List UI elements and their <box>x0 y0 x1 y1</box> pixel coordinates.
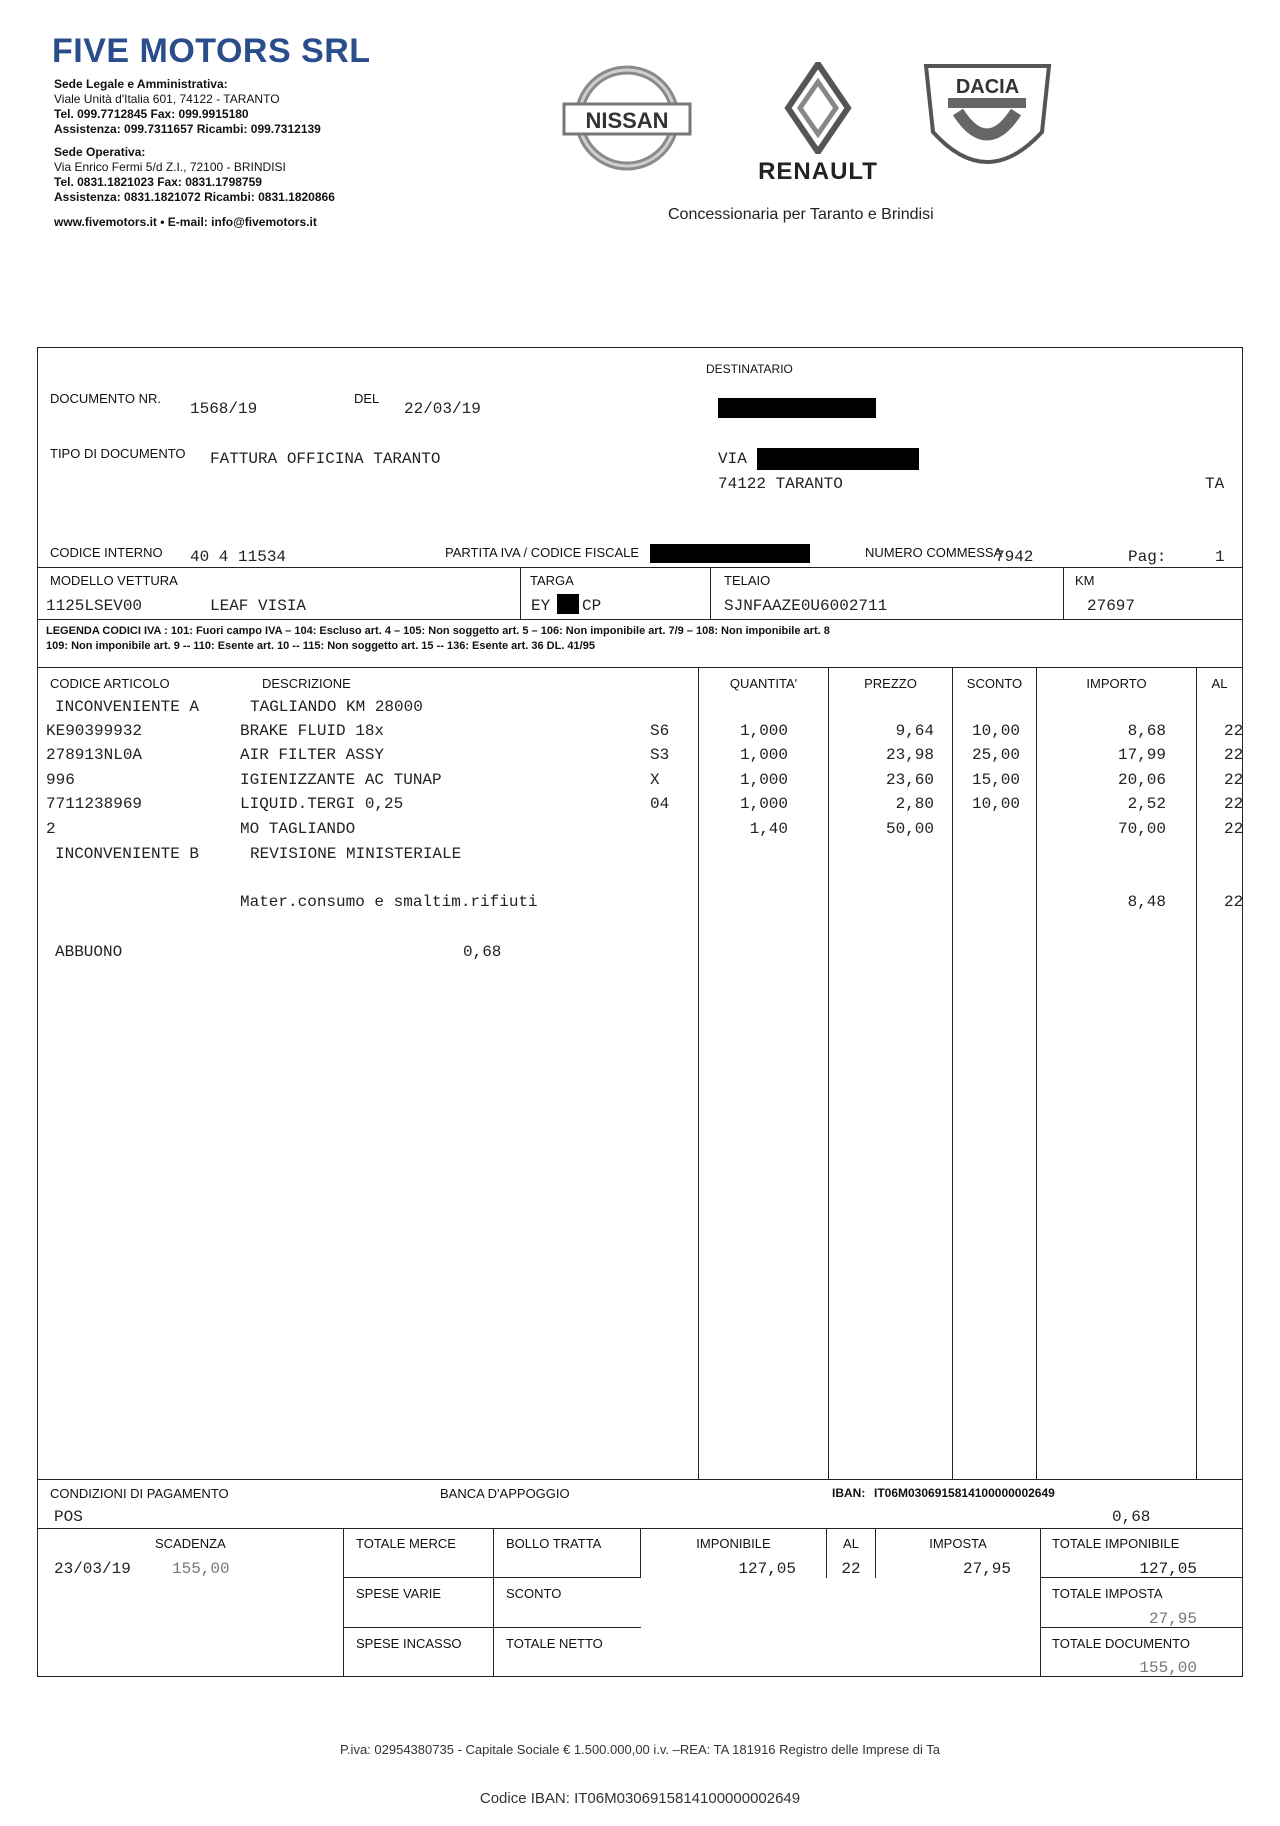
taxable-label: IMPONIBILE <box>696 1536 771 1551</box>
tax-label: IMPOSTA <box>929 1536 987 1551</box>
recipient-city: 74122 TARANTO <box>718 475 843 493</box>
chassis-number: SJNFAAZE0U6002711 <box>724 597 888 615</box>
company-name: FIVE MOTORS SRL <box>52 32 371 70</box>
row-discount: 10,00 <box>971 795 1020 813</box>
order-number-label: NUMERO COMMESSA <box>865 545 1003 560</box>
vat-code-label: PARTITA IVA / CODICE FISCALE <box>445 545 640 560</box>
vehicle-model-name: LEAF VISIA <box>210 597 307 615</box>
row-quantity: 1,000 <box>739 771 788 789</box>
item-rows <box>0 0 1280 900</box>
row-vat-code: 04 <box>650 795 670 813</box>
row-code: INCONVENIENTE A <box>55 698 200 716</box>
divider <box>1040 1528 1041 1677</box>
row-vat-code: S3 <box>650 746 670 764</box>
company-web: www.fivemotors.it • E-mail: info@fivemotors.it <box>54 215 317 229</box>
recipient-province: TA <box>1205 475 1225 493</box>
operative-office-service: Assistenza: 0831.1821072 Ricambi: 0831.1820866 <box>54 190 335 204</box>
divider <box>343 1627 641 1628</box>
bill-stamp-label: BOLLO TRATTA <box>506 1536 602 1551</box>
col-header-description: DESCRIZIONE <box>262 676 351 691</box>
km-label: KM <box>1075 573 1095 588</box>
row-quantity: 1,000 <box>739 722 788 740</box>
taxable-value: 127,05 <box>738 1560 796 1578</box>
divider <box>343 1577 641 1578</box>
internal-code: 40 4 11534 <box>190 548 287 566</box>
row-code: 2 <box>46 820 56 838</box>
total-document-label: TOTALE DOCUMENTO <box>1052 1636 1190 1651</box>
row-code: 278913NL0A <box>46 746 143 764</box>
row-amount: 17,99 <box>1117 746 1166 764</box>
divider <box>493 1528 494 1677</box>
materials-vat-rate: 22 <box>1224 893 1244 911</box>
row-code: INCONVENIENTE B <box>55 845 200 863</box>
row-code: KE90399932 <box>46 722 143 740</box>
legal-office-phone: Tel. 099.7712845 Fax: 099.9915180 <box>54 107 249 121</box>
row-description: LIQUID.TERGI 0,25 <box>240 795 404 813</box>
row-description: AIR FILTER ASSY <box>240 746 385 764</box>
abbuono-label: ABBUONO <box>55 943 123 961</box>
row-discount: 15,00 <box>971 771 1020 789</box>
row-code: 996 <box>46 771 75 789</box>
total-taxable-value: 127,05 <box>1139 1560 1197 1578</box>
row-amount: 2,52 <box>1127 795 1166 813</box>
row-discount: 10,00 <box>971 722 1020 740</box>
col-header-code: CODICE ARTICOLO <box>50 676 170 691</box>
col-header-discount: SCONTO <box>966 676 1023 691</box>
total-tax-label: TOTALE IMPOSTA <box>1052 1586 1163 1601</box>
row-quantity: 1,40 <box>749 820 788 838</box>
km-value: 27697 <box>1087 597 1136 615</box>
document-type-label: TIPO DI DOCUMENTO <box>50 446 186 461</box>
vat-legend-line-2: 109: Non imponibile art. 9 -- 110: Esente art. 10 -- 115: Non soggetto art. 15 -- 136: Esente art. 36 DL. 41/95 <box>46 640 595 652</box>
iban-value: IT06M0306915814100000002649 <box>874 1486 1055 1500</box>
iban-label: IBAN: <box>832 1486 866 1500</box>
nissan-label: NISSAN <box>585 108 669 133</box>
row-quantity: 1,000 <box>739 746 788 764</box>
vat-rate-label: AL <box>843 1536 859 1551</box>
row-vat-code: X <box>650 771 660 789</box>
document-number: 1568/19 <box>190 400 258 418</box>
row-code: 7711238969 <box>46 795 143 813</box>
vehicle-model-code: 1125LSEV00 <box>46 597 143 615</box>
row-price: 23,60 <box>885 771 934 789</box>
row-vat-code: S6 <box>650 722 670 740</box>
operative-office-phone: Tel. 0831.1821023 Fax: 0831.1798759 <box>54 175 262 189</box>
operative-office-label: Sede Operativa: <box>54 145 146 159</box>
row-description: TAGLIANDO KM 28000 <box>250 698 423 716</box>
row-description: REVISIONE MINISTERIALE <box>250 845 462 863</box>
discount-label: SCONTO <box>506 1586 562 1601</box>
bank-label: BANCA D'APPOGGIO <box>440 1486 570 1501</box>
due-date-label: SCADENZA <box>155 1536 226 1551</box>
col-header-amount: IMPORTO <box>1086 676 1147 691</box>
document-date-label: DEL <box>354 391 380 406</box>
row-description: MO TAGLIANDO <box>240 820 356 838</box>
payment-abbuono: 0,68 <box>1112 1508 1151 1526</box>
row-discount: 25,00 <box>971 746 1020 764</box>
due-amount: 155,00 <box>172 1560 230 1578</box>
legal-office-service: Assistenza: 099.7311657 Ricambi: 099.7312139 <box>54 122 321 136</box>
total-document-value: 155,00 <box>1139 1659 1197 1677</box>
row-amount: 20,06 <box>1117 771 1166 789</box>
plate-end: CP <box>582 597 602 615</box>
net-total-label: TOTALE NETTO <box>506 1636 603 1651</box>
order-number: 7942 <box>995 548 1034 566</box>
document-number-label: DOCUMENTO NR. <box>50 391 161 406</box>
total-taxable-label: TOTALE IMPONIBILE <box>1052 1536 1180 1551</box>
abbuono-value: 0,68 <box>463 943 502 961</box>
row-price: 2,80 <box>895 795 934 813</box>
chassis-label: TELAIO <box>724 573 771 588</box>
payment-method: POS <box>54 1508 83 1526</box>
payment-conditions-label: CONDIZIONI DI PAGAMENTO <box>50 1486 229 1501</box>
due-date: 23/03/19 <box>54 1560 131 1578</box>
destinatario-label: DESTINATARIO <box>706 362 793 376</box>
collection-expenses-label: SPESE INCASSO <box>356 1636 462 1651</box>
total-goods-label: TOTALE MERCE <box>356 1536 456 1551</box>
various-expenses-label: SPESE VARIE <box>356 1586 442 1601</box>
page-label: Pag: <box>1128 548 1167 566</box>
row-price: 23,98 <box>885 746 934 764</box>
footer-iban: Codice IBAN: IT06M0306915814100000002649 <box>479 1790 801 1807</box>
document-date: 22/03/19 <box>404 400 481 418</box>
col-header-price: PREZZO <box>864 676 917 691</box>
plate-label: TARGA <box>530 573 574 588</box>
legal-office-label: Sede Legale e Amministrativa: <box>54 77 228 91</box>
vat-rate-value: 22 <box>841 1560 861 1578</box>
row-amount: 70,00 <box>1117 820 1166 838</box>
legal-office-address: Viale Unità d'Italia 601, 74122 - TARANTO <box>54 92 280 106</box>
row-quantity: 1,000 <box>739 795 788 813</box>
row-price: 50,00 <box>885 820 934 838</box>
row-description: BRAKE FLUID 18x <box>240 722 385 740</box>
row-amount: 8,68 <box>1127 722 1166 740</box>
row-vat-rate: 22 <box>1224 771 1244 789</box>
row-description: IGIENIZZANTE AC TUNAP <box>240 771 442 789</box>
recipient-street-prefix: VIA <box>718 450 747 468</box>
plate-start: EY <box>531 597 551 615</box>
col-header-quantity: QUANTITA' <box>729 676 798 691</box>
document-type: FATTURA OFFICINA TARANTO <box>210 450 441 468</box>
row-vat-rate: 22 <box>1224 795 1244 813</box>
materials-description: Mater.consumo e smaltim.rifiuti <box>240 893 538 911</box>
row-vat-rate: 22 <box>1224 820 1244 838</box>
renault-label: RENAULT <box>758 158 878 185</box>
vat-legend-line-1: LEGENDA CODICI IVA : 101: Fuori campo IVA – 104: Escluso art. 4 – 105: Non soggetto art. 5 – 106: Non imponibile art. 7/9 – 108: Non imponibile art. 8 <box>46 625 830 637</box>
vehicle-model-label: MODELLO VETTURA <box>50 573 178 588</box>
tax-value: 27,95 <box>962 1560 1011 1578</box>
page-number: 1 <box>1215 548 1225 566</box>
internal-code-label: CODICE INTERNO <box>50 545 163 560</box>
footer-company-info: P.iva: 02954380735 - Capitale Sociale € 1.500.000,00 i.v. –REA: TA 181916 Registro delle Imprese di Ta <box>339 1742 941 1757</box>
row-vat-rate: 22 <box>1224 722 1244 740</box>
materials-amount: 8,48 <box>1127 893 1166 911</box>
divider <box>37 1479 1243 1480</box>
total-tax-value: 27,95 <box>1148 1610 1197 1628</box>
divider <box>343 1528 344 1677</box>
col-header-vat-rate: AL <box>1211 676 1228 691</box>
brand-tagline: Concessionaria per Taranto e Brindisi <box>668 206 934 223</box>
dacia-label: DACIA <box>955 76 1020 98</box>
row-price: 9,64 <box>895 722 934 740</box>
row-vat-rate: 22 <box>1224 746 1244 764</box>
operative-office-address: Via Enrico Fermi 5/d Z.I., 72100 - BRINDISI <box>54 160 286 174</box>
